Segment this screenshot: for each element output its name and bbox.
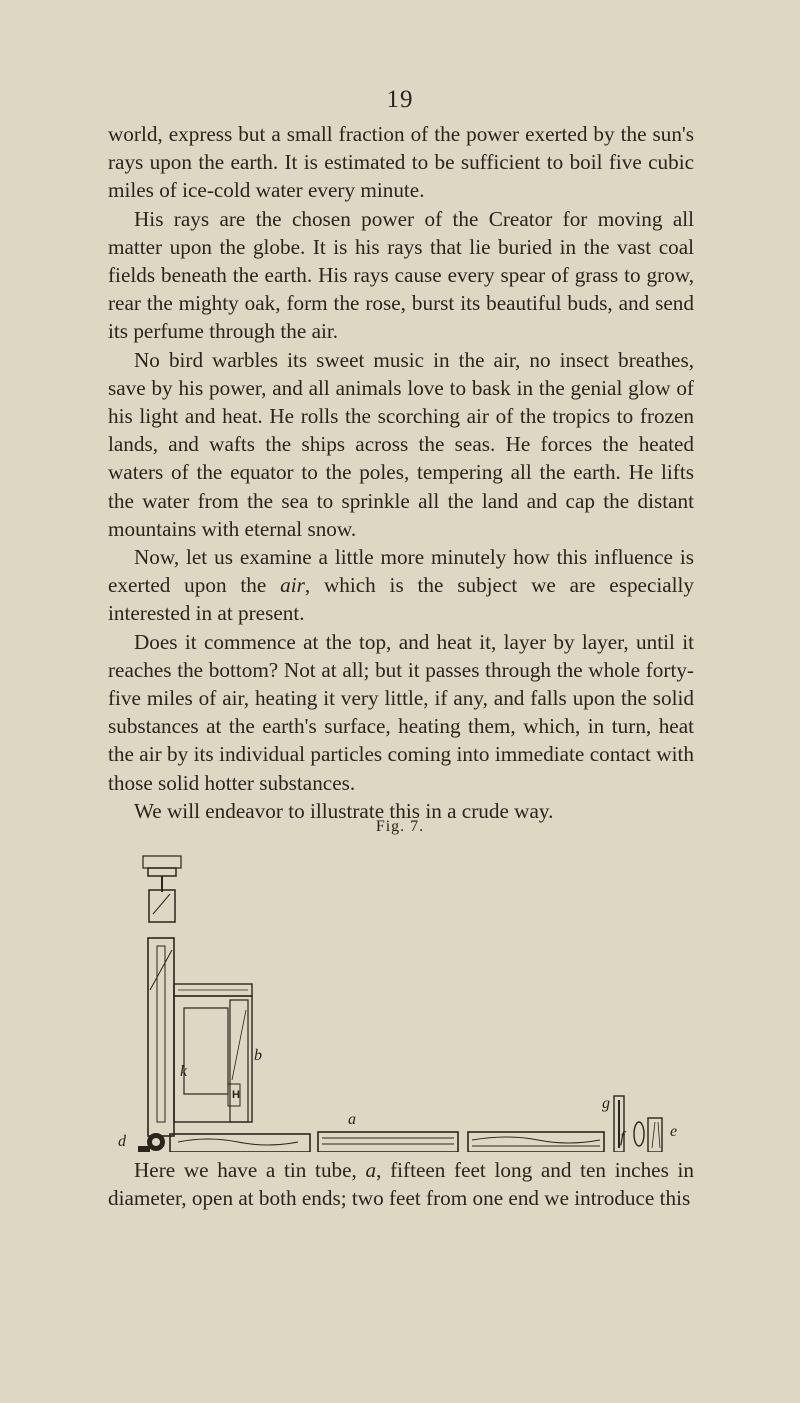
page-number: 19 [386,86,414,113]
vertical-flue [148,938,174,1136]
paragraph-4-lead: Now, let us examine a little more minutely how this influence is exerted upon the [108,545,694,598]
label-e: e [670,1123,678,1140]
paragraph-7-emphasis: a [365,1158,377,1182]
label-b: b [254,1047,262,1064]
paragraph-6: We will endeavor to illustrate this in a crude way. [134,798,554,823]
paragraph-7 [108,1156,694,1212]
bottom-text [108,1156,694,1212]
paragraph-1: world, express but a small fraction of the power exerted by the sun's rays upon the earth. It is estimated to be sufficient to boil five cubic miles of ice-cold water every minute. [108,122,694,203]
figure-7 [108,850,694,1152]
label-k: k [180,1063,188,1080]
paragraph-3: No bird warbles its sweet music in the air, no insect breathes, save by his power, and all animals love to bask in the genial glow of his light and heat. He rolls the scorching air of the tropics to frozen lands, and wafts the ships across the seas. He forces the heated waters of the equator to the poles, tempering all the earth. He lifts the water from the sea to sprinkle all the land and cap the distant mountains with eternal snow. [108,347,694,541]
paragraph-5: Does it commence at the top, and heat it, layer by layer, until it reaches the bottom? Not at all; but it passes through the whole forty-five miles of air, heating it very little, if any, and falls upon the solid substances at the earth's surface, heating them, which, in turn, heat the air by its individual particles coming into immediate contact with those solid hotter substances. [108,629,694,795]
tube-section-1 [170,1134,310,1152]
label-f: f [620,1129,625,1146]
burner [138,1133,165,1152]
tube-section-2 [318,1132,458,1152]
label-H: H [232,1089,240,1101]
figure-7-drawing [108,850,694,1152]
paragraph-4-emphasis: air [280,573,305,598]
paragraph-4-end: which is the subject we are especially interested in at present. [108,573,694,626]
tube-section-3 [468,1132,604,1152]
chimney-top [143,856,181,922]
upper-box [174,984,252,1122]
label-a: a [348,1111,356,1128]
paragraph-7-tail: , fifteen feet long and ten inches in diameter, open at both ends; two feet from one end we introduce this [108,1158,694,1211]
paragraph-2: His rays are the chosen power of the Creator for moving all matter upon the globe. It is his rays that lie buried in the vast coal fields beneath the earth. His rays cause every spear of grass to grow, rear the mighty oak, form the rose, burst its beautiful buds, and send its perfume through the air. [108,206,694,344]
paragraph-4-tail: , [304,573,324,598]
paragraph-7-lead: Here we have a tin tube, [134,1158,366,1182]
body-text [108,120,694,825]
label-g: g [602,1095,610,1112]
paragraph-4 [108,543,694,628]
label-d: d [118,1133,126,1150]
figure-caption: Fig. 7. [375,818,425,835]
right-lamp [634,1118,662,1152]
